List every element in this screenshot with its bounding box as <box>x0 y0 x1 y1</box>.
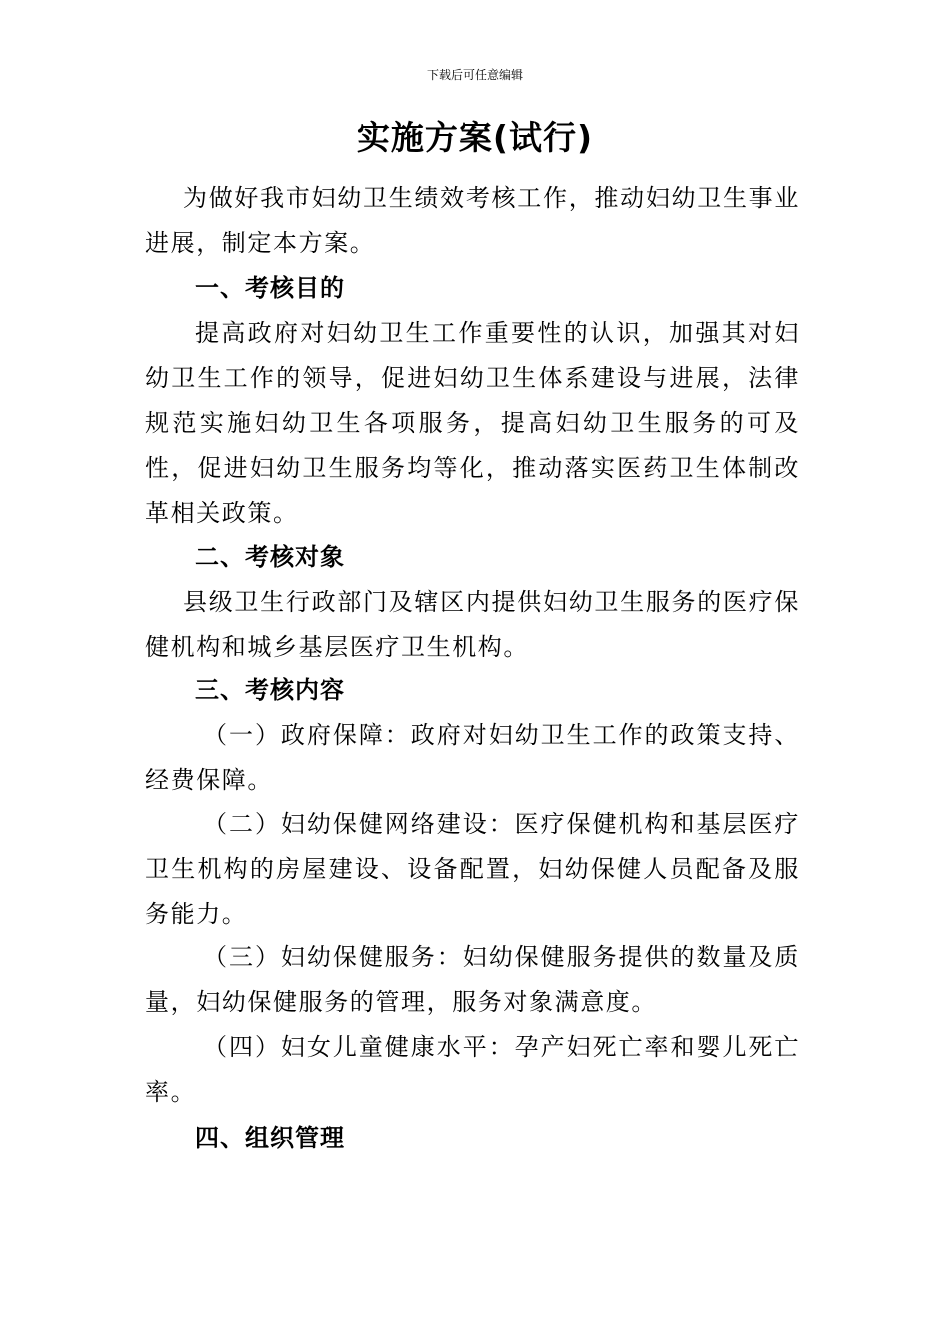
section-heading-content: 三、考核内容 <box>195 676 345 704</box>
document-title: 实施方案(试行) <box>356 118 594 157</box>
intro-paragraph: 为做好我市妇幼卫生绩效考核工作，推动妇幼卫生事业进展，制定本方案。 <box>145 184 800 257</box>
section-heading-purpose: 一、考核目的 <box>195 274 345 302</box>
paragraph-purpose: 提高政府对妇幼卫生工作重要性的认识，加强其对妇幼卫生工作的领导，促进妇幼卫生体系建设与进展，法律规范实施妇幼卫生各项服务，提高妇幼卫生服务的可及性，促进妇幼卫生服务均等化，推动落实医药卫生体制改革相关政策。 <box>145 319 800 527</box>
section-heading-target: 二、考核对象 <box>195 543 345 571</box>
section-heading-management: 四、组织管理 <box>195 1124 345 1152</box>
paragraph-content-4: （四）妇女儿童健康水平：孕产妇死亡率和婴儿死亡率。 <box>145 1033 800 1106</box>
paragraph-content-1: （一）政府保障：政府对妇幼卫生工作的政策支持、经费保障。 <box>145 721 800 794</box>
paragraph-content-3: （三）妇幼保健服务：妇幼保健服务提供的数量及质量，妇幼保健服务的管理，服务对象满意度。 <box>145 943 800 1016</box>
paragraph-target: 县级卫生行政部门及辖区内提供妇幼卫生服务的医疗保健机构和城乡基层医疗卫生机构。 <box>145 588 800 661</box>
paragraph-content-2: （二）妇幼保健网络建设：医疗保健机构和基层医疗卫生机构的房屋建设、设备配置，妇幼保健人员配备及服务能力。 <box>145 810 800 928</box>
header-note: 下载后可任意编辑 <box>426 68 523 82</box>
